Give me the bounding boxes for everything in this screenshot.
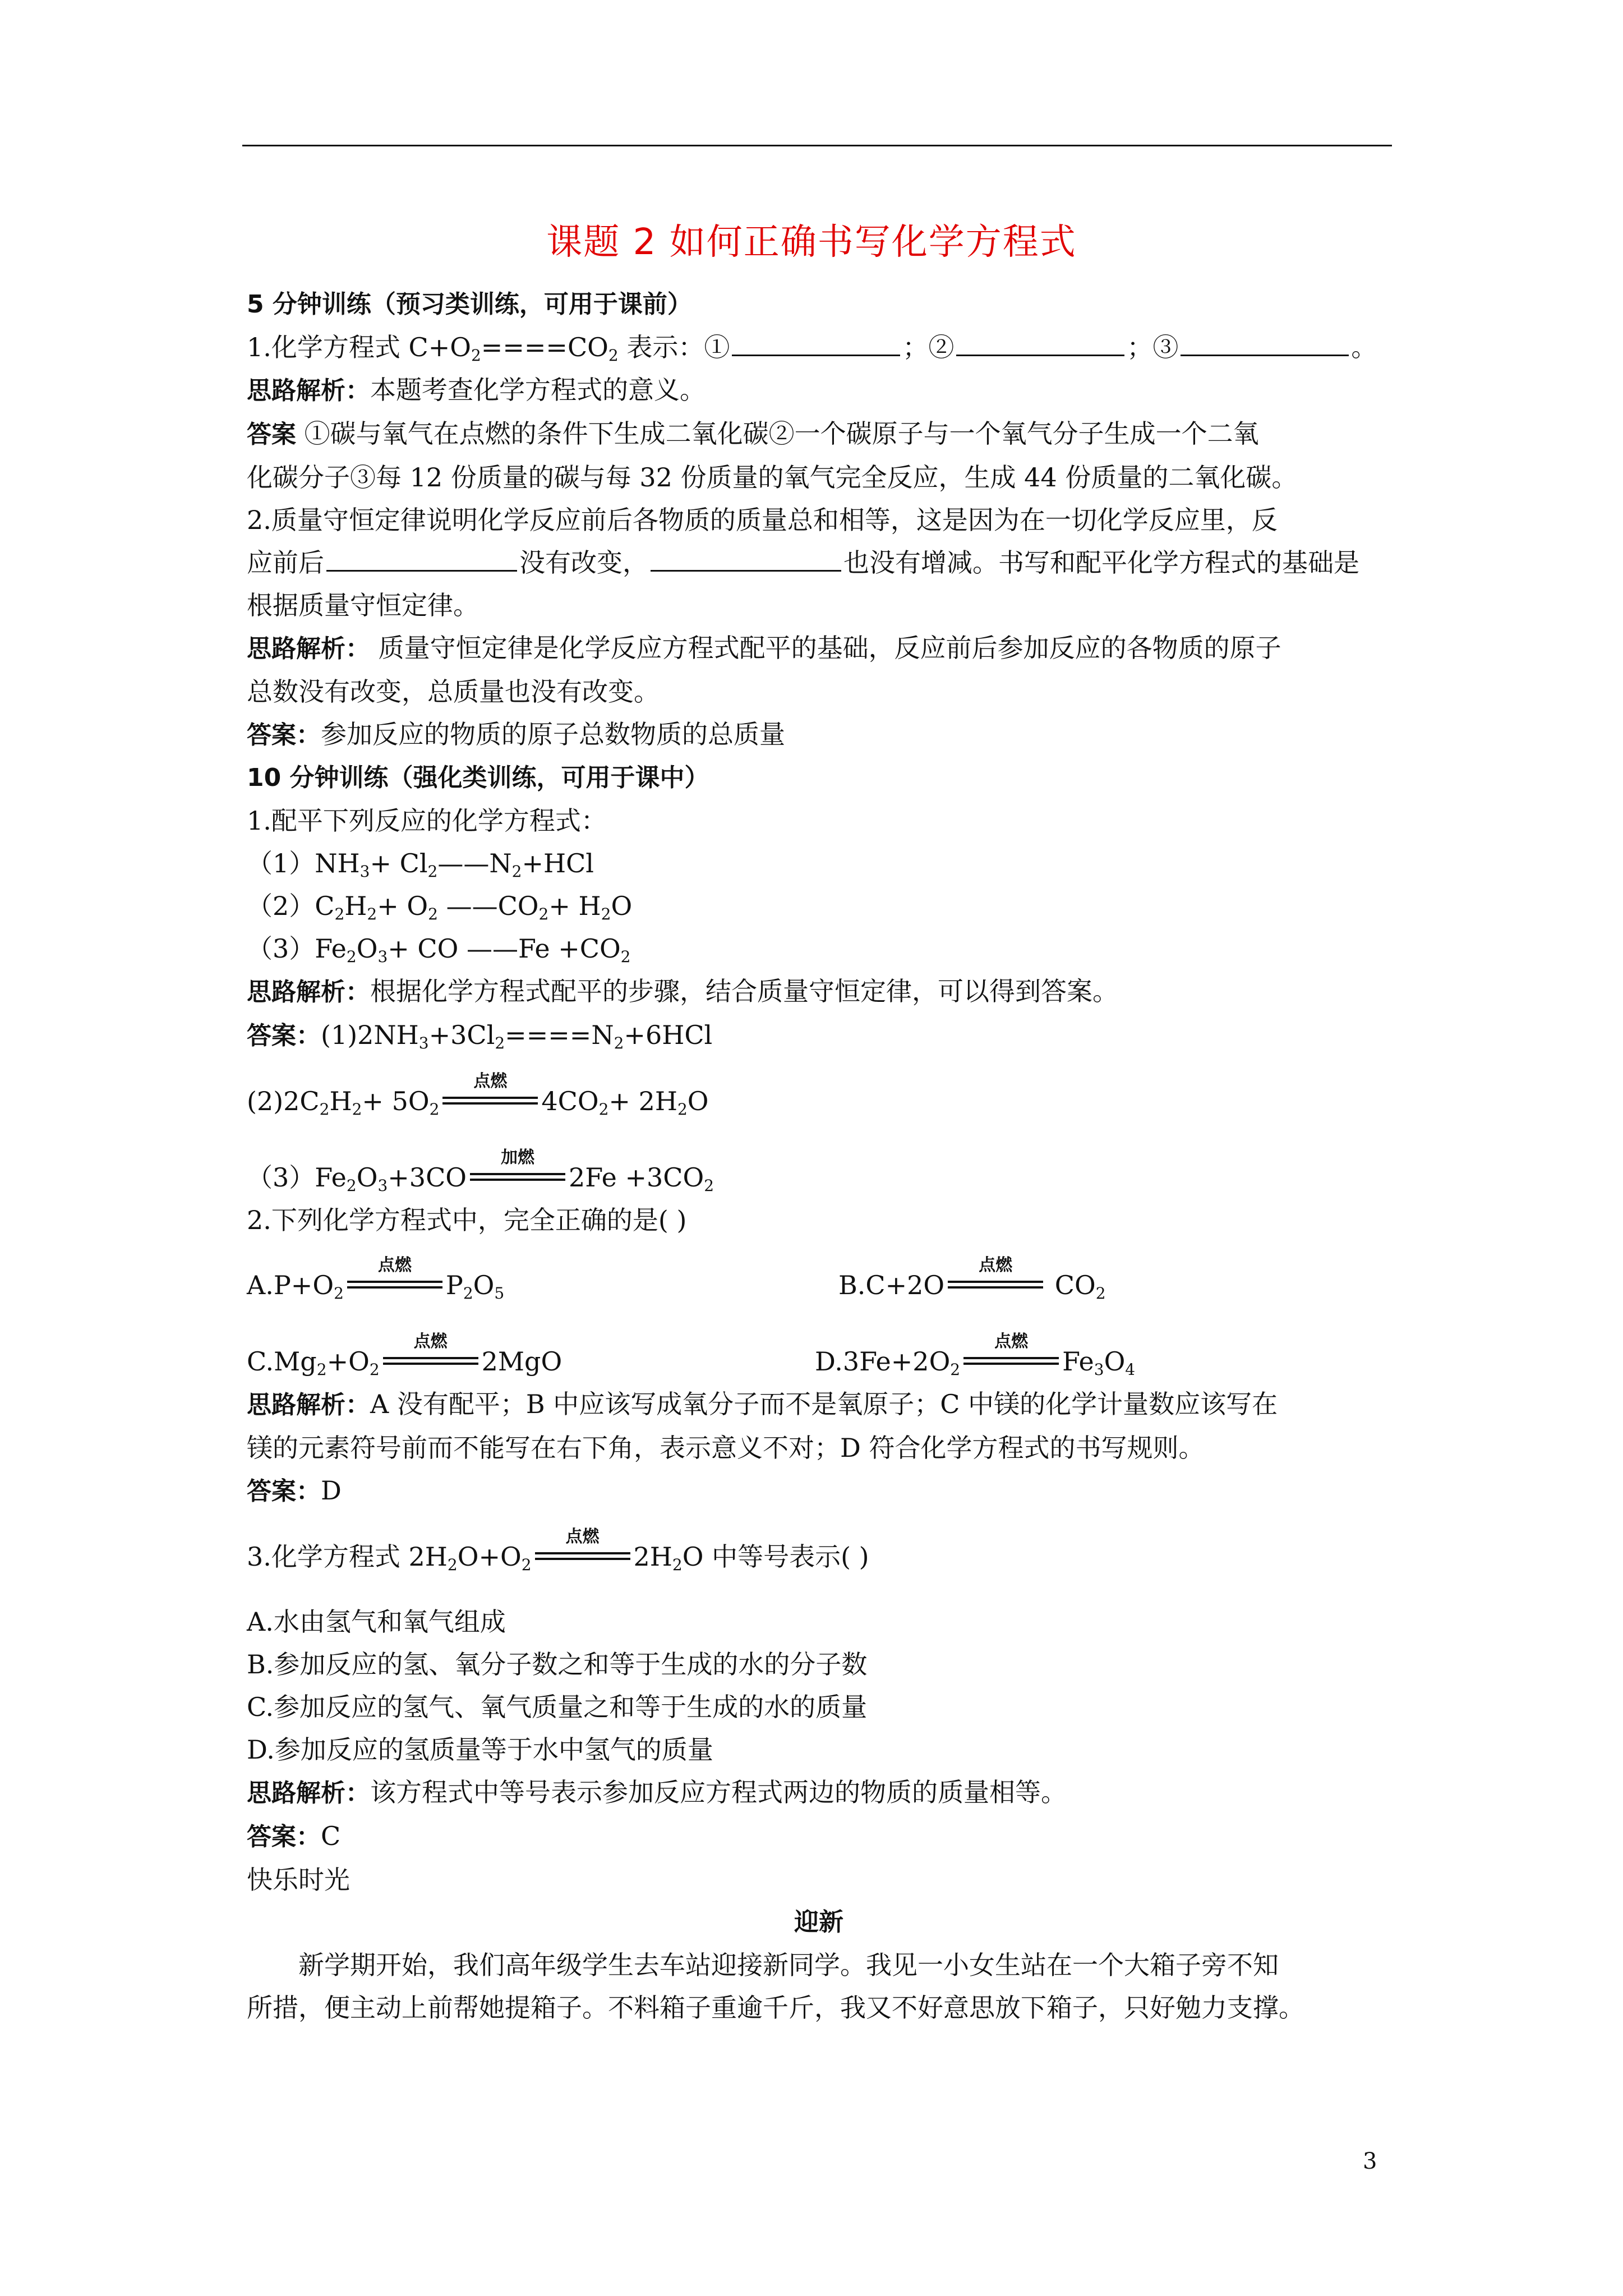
header-rule <box>242 145 1392 146</box>
answer: 答案：$(1)2NH_3+3Cl_2====N_2+6HCl$ <box>247 1020 713 1052</box>
answer-blank <box>1181 329 1349 356</box>
reaction-arrow: 点燃 <box>442 1097 538 1108</box>
option-a: A.水由氢气和氧气组成 <box>247 1607 506 1637</box>
answer-blank <box>732 329 900 356</box>
question-2-continued: 根据质量守恒定律。 <box>247 590 479 620</box>
answer-continued: 化碳分子③每 12 份质量的碳与每 32 份质量的氧气完全反应，生成 44 份质量的二氧化碳。 <box>247 462 1298 493</box>
reaction-arrow: 点燃 <box>383 1357 478 1368</box>
equation: $(3)Fe_2O_3+3CO$ 加燃 $2Fe +3CO_2$ <box>247 1148 714 1195</box>
option-d: D.参加反应的氢质量等于水中氢气的质量 <box>247 1734 713 1765</box>
question-3: 1.配平下列反应的化学方程式： <box>247 806 607 836</box>
story-paragraph-continued: 所措，便主动上前帮她提箱子。不料箱子重逾千斤，我又不好意思放下箱子，只好勉力支撑。 <box>247 1993 1304 2023</box>
question-1: 1.化学方程式 $C+O_2====CO_2$ 表示：① ；② ；③ 。 <box>247 326 1391 369</box>
analysis-continued: 镁的元素符号前而不能写在右下角，表示意义不对；D 符合化学方程式的书写规则。 <box>247 1433 1205 1463</box>
answer-blank <box>651 544 841 572</box>
equation: $(3)Fe_2O_3+$ CO ——Fe $+CO_2$ <box>247 933 631 966</box>
option-b: B.参加反应的氢、氧分子数之和等于生成的水的分子数 <box>247 1649 868 1680</box>
answer: 答案 ①碳与氧气在点燃的条件下生成二氧化碳②一个碳原子与一个氧气分子生成一个二氧 <box>247 418 1259 449</box>
answer: 答案：D <box>247 1475 342 1506</box>
reaction-arrow: 加燃 <box>470 1173 565 1184</box>
section-heading: 5 分钟训练（预习类训练，可用于课前） <box>247 290 692 319</box>
section-heading: 10 分钟训练（强化类训练，可用于课中） <box>247 763 709 792</box>
options-row <box>247 1255 1391 1306</box>
document-body <box>247 283 1391 2029</box>
equation: $(2)C_2H_2+ O_2$ $——CO_2+ H_2O$ <box>247 891 633 923</box>
analysis: 思路解析：本题考查化学方程式的意义。 <box>247 375 706 405</box>
page-title: 课题 2 如何正确书写化学方程式 <box>546 222 1077 263</box>
equation: $(1)NH_3+$ $Cl_2——N_2+HCl$ <box>247 848 594 881</box>
reaction-arrow: 点燃 <box>535 1552 630 1563</box>
reaction-arrow: 点燃 <box>963 1357 1059 1368</box>
happy-time-label: 快乐时光 <box>247 1865 350 1895</box>
reaction-arrow: 点燃 <box>948 1281 1043 1292</box>
option-c: $C.Mg_2+O_2$ 点燃 2MgO <box>247 1332 562 1379</box>
analysis-continued: 总数没有改变，总质量也没有改变。 <box>247 677 660 707</box>
option-b: B.C+2O 点燃 $CO_2$ <box>838 1255 1106 1303</box>
reaction-arrow: 点燃 <box>347 1281 442 1292</box>
answer: 答案：参加反应的物质的原子总数物质的总质量 <box>247 719 785 749</box>
option-d: $D.3Fe+2O_2$ 点燃 $Fe_3O_4$ <box>815 1332 1136 1379</box>
page-number: 3 <box>1363 2148 1377 2174</box>
option-c: C.参加反应的氢气、氧气质量之和等于生成的水的质量 <box>247 1692 868 1722</box>
analysis: 思路解析： 质量守恒定律是化学反应方程式配平的基础，反应前后参加反应的各物质的原子 <box>247 633 1281 663</box>
question-4: 2.下列化学方程式中，完全正确的是( ) <box>247 1205 687 1235</box>
options-row <box>247 1332 1391 1383</box>
question-2: 2.质量守恒定律说明化学反应前后各物质的质量总和相等，这是因为在一切化学反应里，反 <box>247 505 1278 535</box>
equation: $(2)2C_2H_2+ 5O_2$ 点燃 $4CO_2+ 2H_2O$ <box>247 1071 709 1119</box>
option-a: $A.P+O_2$ 点燃 $P_2O_5$ <box>247 1255 505 1303</box>
answer-blank <box>326 544 517 572</box>
question-2-continued: 应前后 没有改变， 也没有增减。书写和配平化学方程式的基础是 <box>247 541 1391 584</box>
question-5: 3.化学方程式 $2H_2O+O_2$ 点燃 $2H_2O$ 中等号表示( ) <box>247 1527 869 1574</box>
analysis: 思路解析：该方程式中等号表示参加反应方程式两边的物质的质量相等。 <box>247 1777 1067 1807</box>
analysis: 思路解析：根据化学方程式配平的步骤，结合质量守恒定律，可以得到答案。 <box>247 976 1118 1006</box>
answer: 答案：C <box>247 1821 341 1851</box>
story-title: 迎新 <box>794 1908 843 1936</box>
answer-blank <box>956 329 1124 356</box>
analysis: 思路解析：A 没有配平；B 中应该写成氧分子而不是氧原子；C 中镁的化学计量数应该写在 <box>247 1389 1278 1419</box>
story-paragraph: 新学期开始，我们高年级学生去车站迎接新同学。我见一小女生站在一个大箱子旁不知 <box>298 1950 1279 1980</box>
